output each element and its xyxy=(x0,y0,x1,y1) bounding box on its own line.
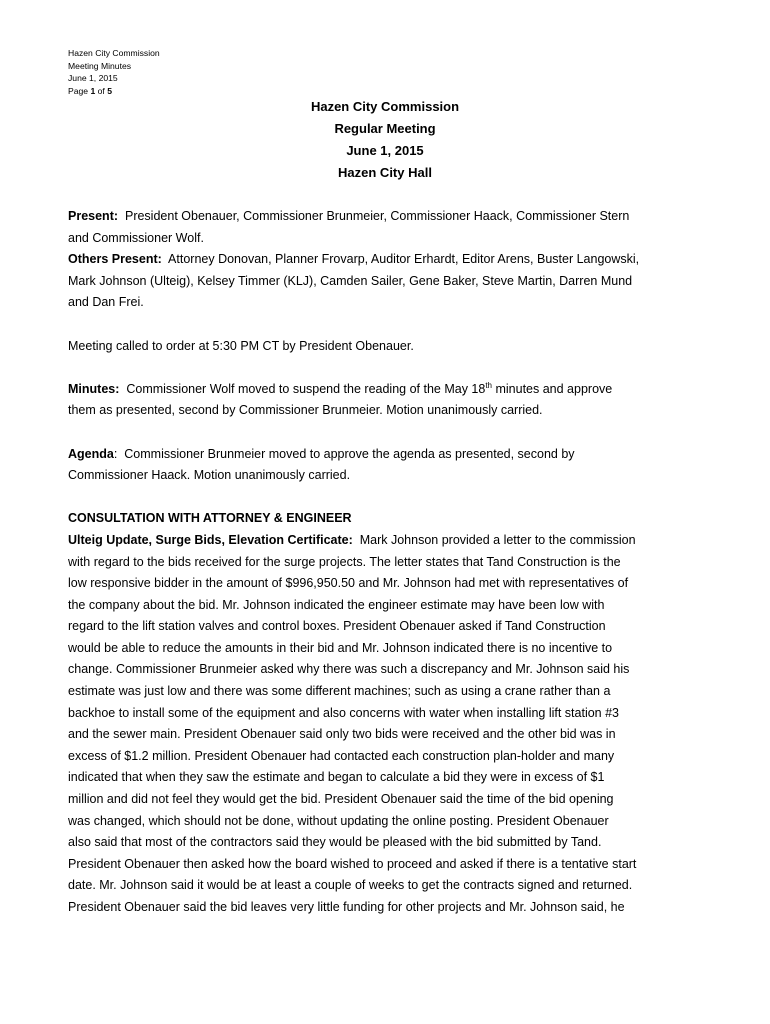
call-to-order-text: Meeting called to order at 5:30 PM CT by President Obenauer. xyxy=(68,338,414,353)
title-line-4: Hazen City Hall xyxy=(338,165,432,180)
consultation-line: regard to the lift station valves and control boxes. President Obenauer asked if Tand Construction xyxy=(68,619,606,634)
consultation-line: date. Mr. Johnson said it would be at least a couple of weeks to get the contracts signed and returned. xyxy=(68,878,633,893)
consultation-line: estimate was just low and there was some different machines; such as using a crane rather than a xyxy=(68,684,611,699)
running-header xyxy=(68,47,160,97)
minutes-line-1b: minutes and approve xyxy=(495,381,613,396)
minutes-body xyxy=(68,206,708,919)
present-label: Present: xyxy=(68,209,119,223)
minutes-label: Minutes: xyxy=(68,381,120,396)
agenda-paragraph xyxy=(68,444,708,487)
title-line-3: June 1, 2015 xyxy=(346,143,424,158)
consultation-line: also said that most of the contractors said they would be pleased with the bid submitted by Tand. xyxy=(68,835,602,850)
consultation-line: excess of $1.2 million. President Obenauer had contacted each construction plan-holder and many xyxy=(68,748,615,763)
consultation-line: the company about the bid. Mr. Johnson indicated the engineer estimate may have been low with xyxy=(68,597,605,612)
consultation-line: million and did not feel they would get the bid. President Obenauer said the time of the bid opening xyxy=(68,792,614,807)
agenda-line-1: Commissioner Brunmeier moved to approve the agenda as presented, second by xyxy=(124,446,575,461)
minutes-ordinal: th xyxy=(485,380,492,390)
document-title xyxy=(0,96,770,184)
minutes-line-1a: Commissioner Wolf moved to suspend the reading of the May 18 xyxy=(126,381,486,396)
consultation-heading: CONSULTATION WITH ATTORNEY & ENGINEER xyxy=(68,511,352,526)
agenda-colon: : xyxy=(113,446,118,461)
others-line-3: and Dan Frei. xyxy=(68,295,144,310)
consultation-line: with regard to the bids received for the surge projects. The letter states that Tand Construction is the xyxy=(68,554,621,569)
consultation-line: would be able to reduce the amounts in their bid and Mr. Johnson indicated there is no incentive to xyxy=(68,640,613,655)
consultation-line: and the sewer main. President Obenauer said only two bids were received and the other bid was in xyxy=(68,727,616,742)
title-line-2: Regular Meeting xyxy=(334,121,436,136)
consultation-line: low responsive bidder in the amount of $996,950.50 and Mr. Johnson had met with representatives of xyxy=(68,576,629,591)
consultation-line: President Obenauer then asked how the board wished to proceed and asked if there is a tentative start xyxy=(68,856,637,871)
title-line-1: Hazen City Commission xyxy=(310,99,460,114)
minutes-line-2: them as presented, second by Commissioner Brunmeier. Motion unanimously carried. xyxy=(68,403,543,418)
consultation-label: Ulteig Update, Surge Bids, Elevation Certificate: xyxy=(68,532,353,547)
header-doc-type: Meeting Minutes xyxy=(68,60,132,71)
others-line-2: Mark Johnson (Ulteig), Kelsey Timmer (KLJ), Camden Sailer, Gene Baker, Steve Martin, Darren Mund xyxy=(68,273,633,288)
consultation-line: Mark Johnson provided a letter to the commission xyxy=(359,532,636,547)
page-word: Page xyxy=(68,85,89,96)
minutes-paragraph xyxy=(68,379,708,422)
consultation-line: backhoe to install some of the equipment and also concerns with water when installing lift station #3 xyxy=(68,705,620,720)
page-current: 1 xyxy=(90,85,96,96)
call-to-order-paragraph xyxy=(68,336,708,358)
present-paragraph xyxy=(68,206,708,249)
consultation-line: indicated that when they saw the estimate and began to calculate a bid they were in excess of $1 xyxy=(68,770,605,785)
consultation-line: was changed, which should not be done, without updating the online posting. President Obenauer xyxy=(68,813,609,828)
page-total: 5 xyxy=(107,85,112,96)
others-present-paragraph xyxy=(68,249,708,314)
page-of: of xyxy=(97,85,105,96)
header-date: June 1, 2015 xyxy=(68,73,118,84)
agenda-label: Agenda xyxy=(68,446,114,461)
consultation-line: President Obenauer said the bid leaves very little funding for other projects and Mr. Johnson said, he xyxy=(68,900,625,914)
present-line-2: and Commissioner Wolf. xyxy=(68,230,204,245)
consultation-line: change. Commissioner Brunmeier asked why there was such a discrepancy and Mr. Johnson said his xyxy=(68,662,630,677)
present-line-1: President Obenauer, Commissioner Brunmeier, Commissioner Haack, Commissioner Stern xyxy=(124,209,630,223)
header-org: Hazen City Commission xyxy=(68,48,160,58)
consultation-section xyxy=(68,508,708,918)
agenda-line-2: Commissioner Haack. Motion unanimously carried. xyxy=(68,468,351,483)
others-line-1: Attorney Donovan, Planner Frovarp, Auditor Erhardt, Editor Arens, Buster Langowski, xyxy=(168,252,640,267)
others-present-label: Others Present: xyxy=(68,252,162,267)
